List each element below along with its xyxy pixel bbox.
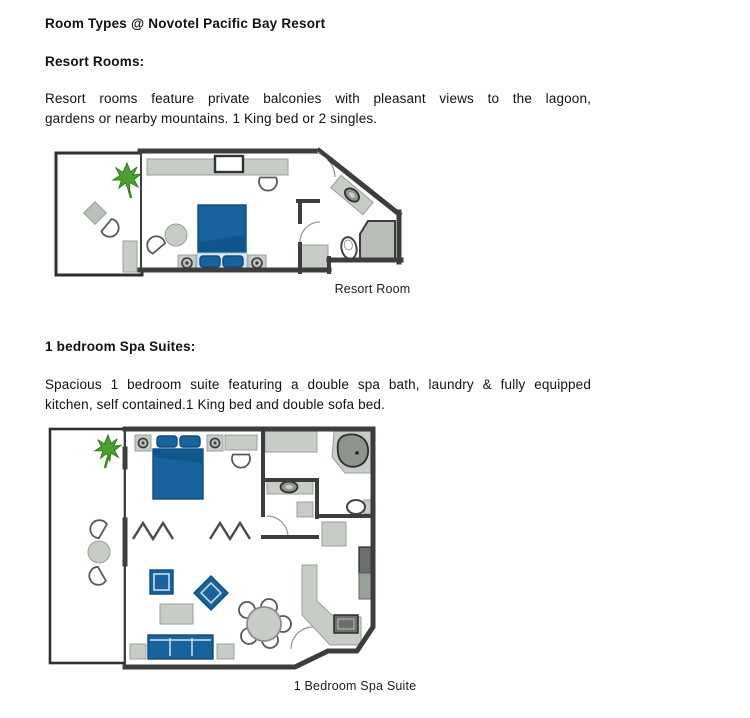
- sofa: [148, 635, 213, 659]
- wardrobe: [265, 430, 317, 452]
- body-line: kitchen, self contained.1 King bed and double sofa bed.: [45, 397, 385, 412]
- closet: [301, 245, 328, 271]
- nightstand: [135, 435, 151, 451]
- shower: [360, 221, 395, 261]
- page-title: Room Types @ Novotel Pacific Bay Resort: [45, 16, 326, 31]
- section-body-spa-suites: [45, 375, 591, 415]
- side-table: [217, 644, 234, 659]
- vanity-sink: [267, 481, 313, 494]
- pillow: [180, 436, 200, 447]
- body-line: gardens or nearby mountains. 1 King bed or 2 singles.: [45, 111, 378, 126]
- spa-suite-floorplan: [46, 423, 404, 675]
- section-body-resort-rooms: [45, 89, 591, 129]
- pillow: [200, 256, 220, 267]
- balcony-bench: [123, 241, 137, 272]
- balcony: [50, 429, 125, 663]
- king-bed: [197, 205, 247, 271]
- washer: [322, 522, 346, 546]
- shower: [297, 502, 313, 517]
- round-table: [165, 224, 187, 246]
- coffee-table: [160, 604, 193, 624]
- side-table: [130, 644, 146, 659]
- balcony-table: [88, 541, 110, 563]
- fridge: [359, 547, 372, 573]
- toilet: [347, 500, 372, 514]
- resort-room-floorplan: [52, 146, 404, 280]
- desk: [225, 435, 257, 450]
- kitchen-cabinet: [359, 573, 372, 599]
- section-heading-spa-suites: 1 bedroom Spa Suites:: [45, 339, 196, 354]
- plan-caption-resort-room: Resort Room: [334, 282, 411, 296]
- section-heading-resort-rooms: Resort Rooms:: [45, 54, 145, 69]
- pillow: [223, 256, 243, 267]
- body-line: Resort rooms feature private balconies with pleasant views to the lagoon,: [45, 91, 591, 106]
- desk-chair: [259, 178, 277, 191]
- desk-chair: [232, 455, 250, 468]
- armchair: [150, 570, 173, 594]
- nightstand: [207, 435, 223, 451]
- pillow: [157, 436, 177, 447]
- body-line: Spacious 1 bedroom suite featuring a double spa bath, laundry & fully equipped: [45, 377, 591, 392]
- tv: [215, 156, 243, 172]
- plan-caption-spa-suite: 1 Bedroom Spa Suite: [293, 679, 417, 693]
